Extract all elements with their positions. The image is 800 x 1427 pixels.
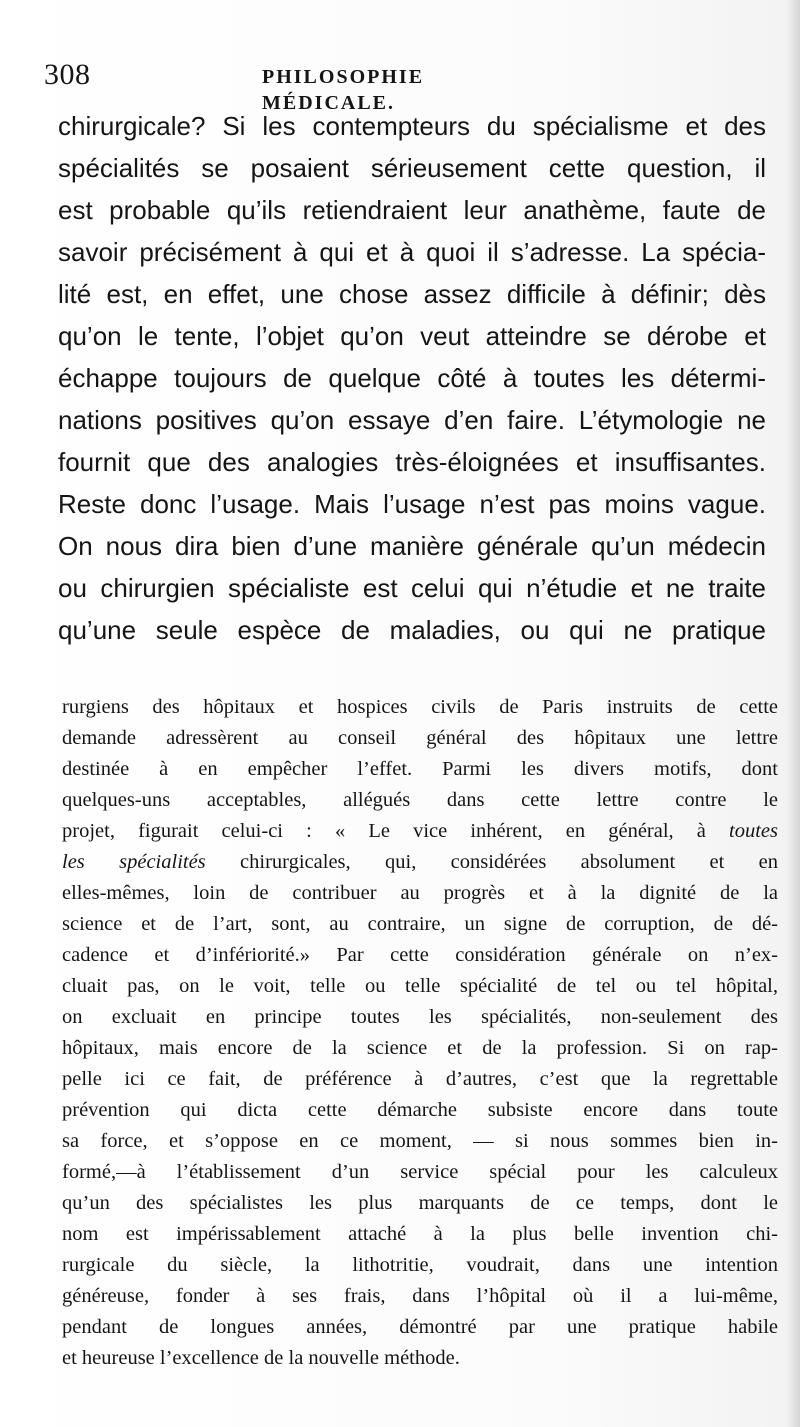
- italic-words-les-specialites: les spécialités: [62, 851, 206, 873]
- footnote-line: destinée à en empêcher l’effet. Parmi les divers motifs, dont: [62, 758, 778, 780]
- main-text-line: lité est, en effet, une chose assez difficile à définir; dès: [58, 279, 766, 309]
- footnote-line: cluait pas, on le voit, telle ou telle spécialité de tel ou tel hôpital,: [62, 975, 778, 997]
- main-text-line: ou chirurgien spécialiste est celui qui n’étudie et ne traite: [58, 573, 766, 603]
- footnote-line: elles-mêmes, loin de contribuer au progrès et à la dignité de la: [62, 882, 778, 904]
- footnote-line: hôpitaux, mais encore de la science et de la profession. Si on rap-: [62, 1037, 778, 1059]
- footnote-line: pelle ici ce fait, de préférence à d’autres, c’est que la regrettable: [62, 1068, 778, 1090]
- footnote-line: rurgicale du siècle, la lithotritie, voudrait, dans une intention: [62, 1254, 778, 1276]
- main-text-line: échappe toujours de quelque côté à toutes les détermi-: [58, 363, 766, 393]
- footnote-line: nom est impérissablement attaché à la plus belle invention chi-: [62, 1223, 778, 1245]
- main-text-line: qu’une seule espèce de maladies, ou qui ne pratique: [58, 615, 766, 645]
- main-text-block: [58, 105, 766, 651]
- main-text-line: spécialités se posaient sérieusement cette question, il: [58, 153, 766, 183]
- footnote-line: pendant de longues années, démontré par une pratique habile: [62, 1316, 778, 1338]
- footnote-line: science et de l’art, sont, au contraire, un signe de corruption, de dé-: [62, 913, 778, 935]
- footnote-line: rurgiens des hôpitaux et hospices civils de Paris instruits de cette: [62, 696, 778, 718]
- footnote-line: sa force, et s’oppose en ce moment, — si nous sommes bien in-: [62, 1130, 778, 1152]
- footnote-line-text: projet, figurait celui-ci : « Le vice inhérent, en général, à: [62, 820, 730, 842]
- page-edge-shadow: [786, 0, 800, 1427]
- footnote-line: formé,—à l’établissement d’un service spécial pour les calculeux: [62, 1161, 778, 1183]
- main-text-line: qu’on le tente, l’objet qu’on veut atteindre se dérobe et: [58, 321, 766, 351]
- page-number: 308: [44, 58, 91, 91]
- italic-word-toutes: toutes: [729, 820, 778, 842]
- footnote-line: on excluait en principe toutes les spécialités, non-seulement des: [62, 1006, 778, 1028]
- footnote-line: généreuse, fonder à ses frais, dans l’hôpital où il a lui-même,: [62, 1285, 778, 1307]
- footnote-line: cadence et d’infériorité.» Par cette considération générale on n’ex-: [62, 944, 778, 966]
- main-text-line: Reste donc l’usage. Mais l’usage n’est pas moins vague.: [58, 489, 766, 519]
- main-text-line: fournit que des analogies très-éloignées et insuffisantes.: [58, 447, 766, 477]
- main-text-line: On nous dira bien d’une manière générale qu’un médecin: [58, 531, 766, 561]
- footnote-line-text: chirurgicales, qui, considérées absolument et en: [205, 851, 779, 873]
- running-title: PHILOSOPHIE MÉDICALE.: [262, 66, 425, 114]
- footnote-block: [62, 692, 778, 1374]
- footnote-line: prévention qui dicta cette démarche subsiste encore dans toute: [62, 1099, 778, 1121]
- main-text-line: chirurgicale? Si les contempteurs du spécialisme et des: [58, 111, 766, 141]
- footnote-line: quelques-uns acceptables, allégués dans cette lettre contre le: [62, 789, 778, 811]
- main-text-line: nations positives qu’on essaye d’en faire. L’étymologie ne: [58, 405, 766, 435]
- page-header: [44, 58, 564, 114]
- footnote-line: qu’un des spécialistes les plus marquants de ce temps, dont le: [62, 1192, 778, 1214]
- footnote-line-with-italic: [62, 847, 778, 878]
- main-text-line: savoir précisément à qui et à quoi il s’adresse. La spécia-: [58, 237, 766, 267]
- footnote-line-with-italic: [62, 816, 778, 847]
- footnote-line-last: et heureuse l’excellence de la nouvelle méthode.: [62, 1347, 460, 1369]
- footnote-line: demande adressèrent au conseil général des hôpitaux une lettre: [62, 727, 778, 749]
- main-text-line: est probable qu’ils retiendraient leur anathème, faute de: [58, 195, 766, 225]
